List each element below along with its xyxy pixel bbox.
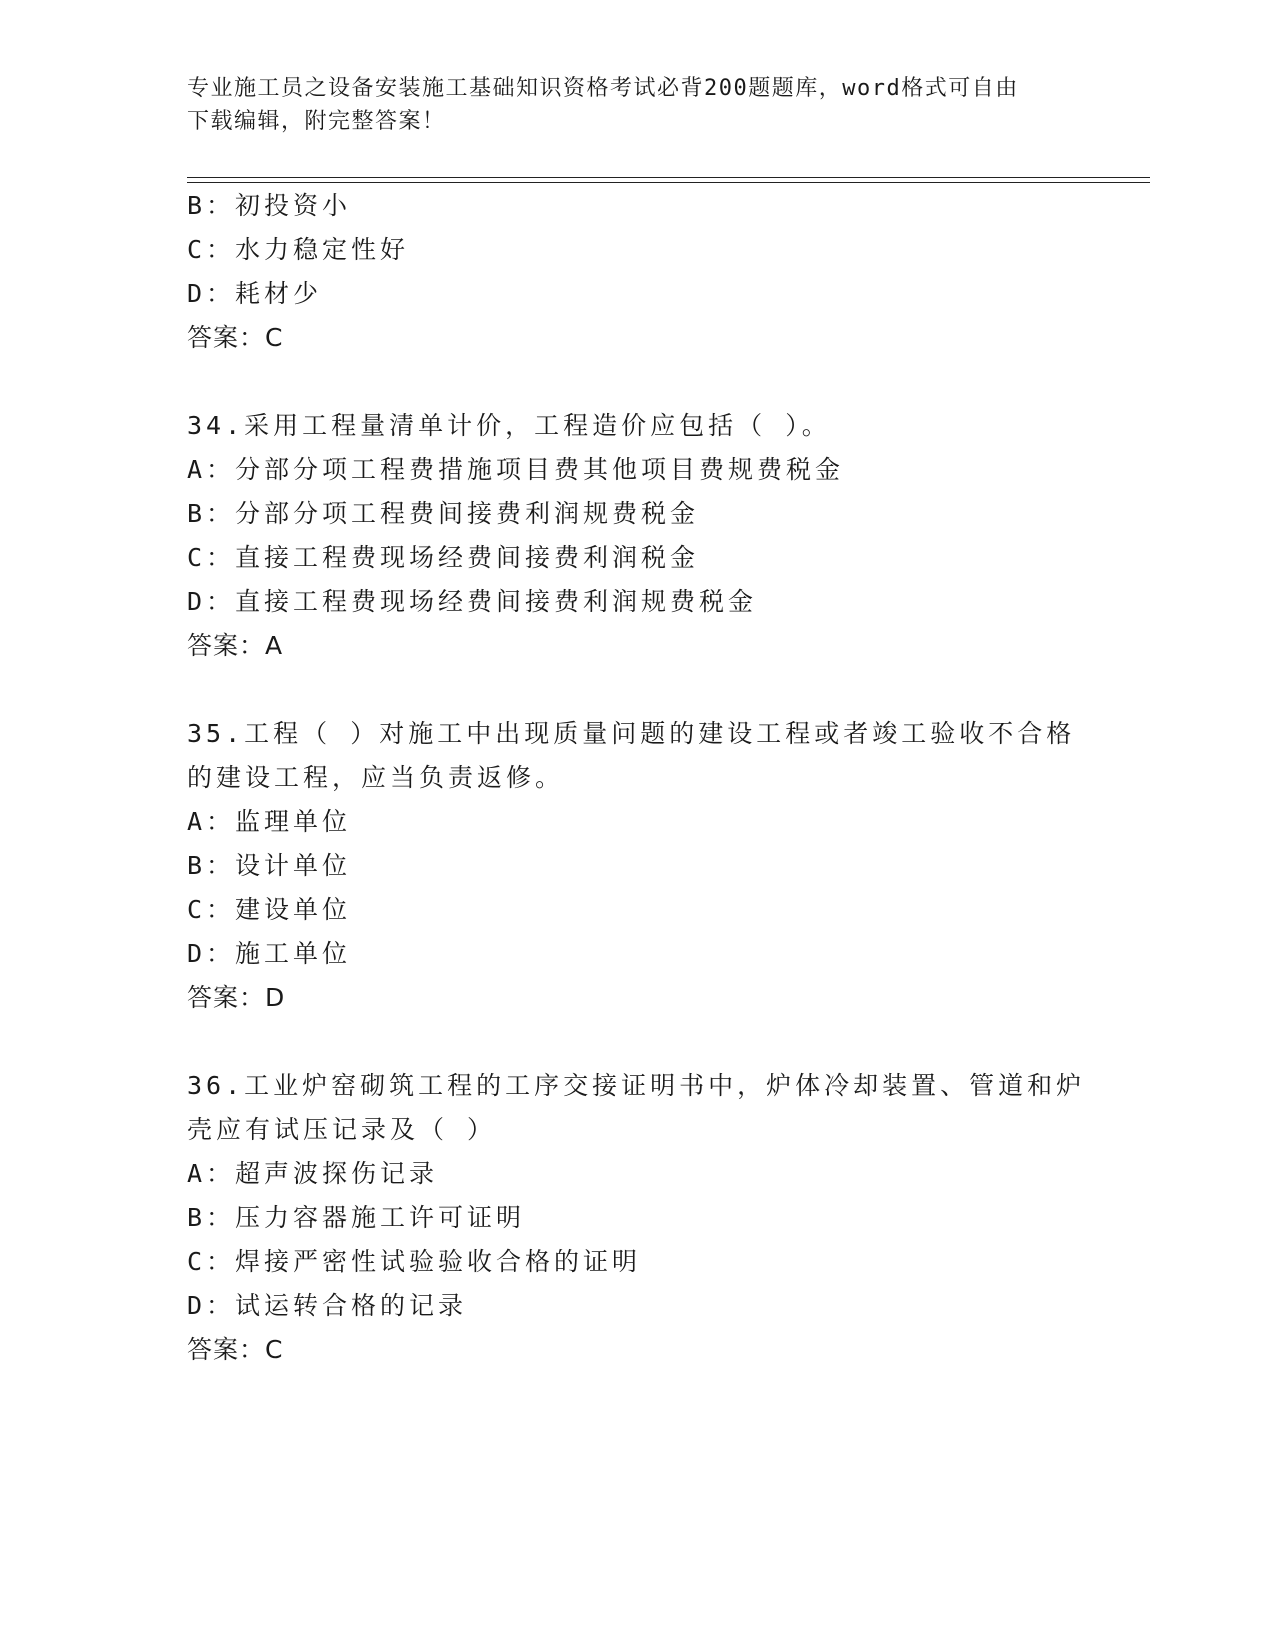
q36-option-b: B：压力容器施工许可证明	[187, 1203, 526, 1232]
header-title-line-2: 下载编辑，附完整答案！	[187, 109, 446, 134]
q36-answer: 答案：C	[187, 1335, 284, 1364]
q35-question-line-1: 35.工程（ ）对施工中出现质量问题的建设工程或者竣工验收不合格	[187, 719, 1076, 748]
q34-answer: 答案：A	[187, 631, 284, 660]
q36-option-c: C：焊接严密性试验验收合格的证明	[187, 1247, 642, 1276]
q34-option-a: A：分部分项工程费措施项目费其他项目费规费税金	[187, 455, 845, 484]
q36-option-d: D：试运转合格的记录	[187, 1291, 468, 1320]
q35-option-b: B：设计单位	[187, 851, 352, 880]
q35-answer: 答案：D	[187, 983, 286, 1012]
q35-question-line-2: 的建设工程，应当负责返修。	[187, 763, 565, 792]
document-header	[187, 72, 1087, 138]
q33-answer: 答案：C	[187, 323, 284, 352]
q36-question-line-2: 壳应有试压记录及（ ）	[187, 1115, 497, 1144]
q34-option-b: B：分部分项工程费间接费利润规费税金	[187, 499, 700, 528]
q34-question: 34.采用工程量清单计价，工程造价应包括（ ）。	[187, 411, 831, 440]
q33-option-d: D：耗材少	[187, 279, 323, 308]
header-divider-bottom	[187, 182, 1150, 183]
q35-option-c: C：建设单位	[187, 895, 352, 924]
header-title-line-1: 专业施工员之设备安装施工基础知识资格考试必背200题题库，word格式可自由	[187, 76, 1019, 101]
q34-option-c: C：直接工程费现场经费间接费利润税金	[187, 543, 700, 572]
q36-question-line-1: 36.工业炉窑砌筑工程的工序交接证明书中，炉体冷却装置、管道和炉	[187, 1071, 1086, 1100]
q34-option-d: D：直接工程费现场经费间接费利润规费税金	[187, 587, 758, 616]
q36-option-a: A：超声波探伤记录	[187, 1159, 439, 1188]
q35-option-d: D：施工单位	[187, 939, 352, 968]
q35-option-a: A：监理单位	[187, 807, 352, 836]
q33-option-b: B：初投资小	[187, 191, 352, 220]
header-divider-top	[187, 177, 1150, 178]
q33-option-c: C：水力稳定性好	[187, 235, 410, 264]
